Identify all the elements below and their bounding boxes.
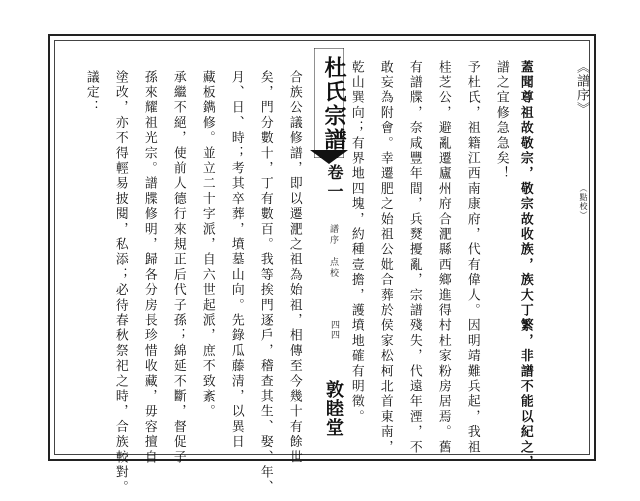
text-column: 蓋聞尊祖故敬宗，敬宗故收族，族大丁繁，非譜不能以紀之， [517, 60, 533, 471]
text-column: 議定： [83, 70, 99, 116]
text-column: 桂芝公，避亂遷廬州府合淝縣西鄉進得村杜家粉房居焉。舊 [435, 60, 451, 456]
text-column: 合族公議修譜，即以遷淝之祖為始祖，相傳至今幾十有餘世 [286, 70, 302, 466]
text-column: 孫來耀祖光宗。譜牒修明，歸各分房長珍惜收藏，毋容擅自 [141, 70, 157, 466]
book-title: 杜氏宗譜 [321, 56, 347, 152]
volume-label: 卷一 [325, 164, 344, 202]
text-column: 予杜氏，祖籍江西南康府，代有偉人。因明靖難兵起，我祖 [464, 60, 480, 456]
text-column: 矣，門分數十，丁有數百。我等挨門逐戶，稽查其生、娶、年、 [257, 70, 273, 496]
section-sub-label: 譜序 点校 [328, 224, 338, 279]
text-column: 承繼不絕，使前人德行來規正后代子孫；綿延不斷，督促子 [170, 70, 186, 466]
page-number: 四四 [329, 320, 339, 340]
section-title: 《譜序》 [574, 60, 589, 116]
text-column: 藏板鐫修。並立二十字派，自六世起派，庶不致紊。 [199, 70, 215, 420]
text-column: 敢妄為附會。幸遷肥之始祖公妣合葬於侯家松柯北首東南， [377, 60, 393, 456]
text-column: 乾山巽向；有界地四塊，約種壹擔，護墳地確有明徵。 [348, 60, 364, 425]
text-column: 有譜牒，奈咸豐年間，兵燹擾亂，宗譜殘失，代遠年湮，不 [406, 60, 422, 456]
text-column: 塗改，亦不得輕易披閱，私添；必待春秋祭祀之時，合族較對。 [112, 70, 128, 496]
section-note: （點校） [579, 184, 588, 220]
text-column: 譜之宜修急急矣！ [493, 60, 509, 182]
text-column: 月、日、時；考其卒葬，墳墓山向。先錄瓜藤清，以異日 [228, 70, 244, 450]
hall-name: 敦睦堂 [323, 380, 344, 437]
